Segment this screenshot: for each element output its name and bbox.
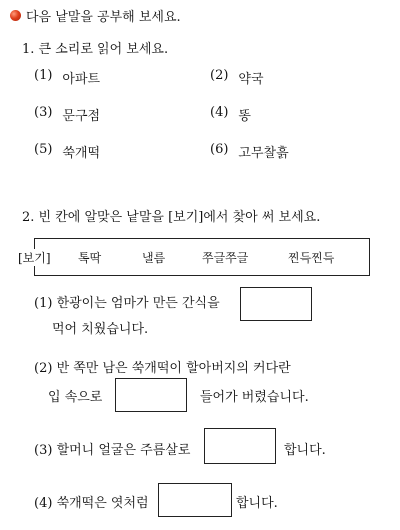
bogi-word: 쭈글쭈글: [202, 251, 249, 265]
q1-item-num: (4): [210, 105, 229, 120]
sentence-text: 할머니 얼굴은 주름살로: [56, 443, 191, 458]
bogi-word: 찐득찐득: [288, 251, 335, 265]
q1-item-num: (6): [210, 142, 229, 157]
q1-item-word: 똥: [238, 109, 251, 124]
sentence-1-line2: 먹어 치웠습니다.: [52, 322, 149, 337]
question-2-title: 2. 빈 칸에 알맞은 낱말을 [보기]에서 찾아 써 보세요.: [22, 210, 321, 225]
sentence-3: [34, 439, 190, 458]
q1-item-word: 아파트: [62, 72, 101, 87]
bogi-word: 낼름: [142, 251, 166, 265]
q1-item-word: 쑥개떡: [62, 146, 101, 161]
q1-item-word: 고무찰흙: [238, 146, 289, 161]
q1-item-6: [210, 142, 289, 161]
sentence-num: (2): [34, 361, 53, 376]
sentence-text: 한광이는 엄마가 만든 간식을: [56, 296, 220, 311]
answer-blank-2[interactable]: [115, 378, 187, 412]
q1-item-3: [34, 105, 100, 124]
sentence-1-line1: [34, 292, 220, 311]
answer-blank-1[interactable]: [240, 287, 312, 321]
sentence-text: 쑥개떡은 엿처럼: [56, 496, 149, 511]
sentence-3-end: 합니다.: [284, 443, 326, 458]
sentence-4: [34, 492, 149, 511]
sentence-2-line2-end: 들어가 버렸습니다.: [200, 390, 309, 405]
q1-item-1: [34, 68, 100, 87]
instruction-text: 다음 낱말을 공부해 보세요.: [26, 10, 181, 25]
q1-item-num: (1): [34, 68, 53, 83]
q1-item-num: (2): [210, 68, 229, 83]
bogi-word: 톡딱: [78, 251, 102, 265]
bogi-label: [보기]: [18, 251, 51, 265]
q1-item-num: (5): [34, 142, 53, 157]
q1-item-num: (3): [34, 105, 53, 120]
sentence-2-line1: [34, 357, 291, 376]
q1-item-word: 약국: [238, 72, 264, 87]
sentence-num: (4): [34, 496, 53, 511]
q1-item-4: [210, 105, 251, 124]
sentence-num: (3): [34, 443, 53, 458]
q1-item-5: [34, 142, 100, 161]
question-1-title: 1. 큰 소리로 읽어 보세요.: [22, 42, 169, 57]
sentence-text: 반 쪽만 남은 쑥개떡이 할아버지의 커다란: [56, 361, 291, 376]
q1-item-2: [210, 68, 264, 87]
answer-blank-4[interactable]: [158, 483, 232, 517]
q1-item-word: 문구점: [62, 109, 101, 124]
sentence-num: (1): [34, 296, 53, 311]
sentence-4-end: 합니다.: [236, 496, 278, 511]
bullet-icon: [10, 10, 21, 21]
sentence-2-line2-start: 입 속으로: [48, 390, 103, 405]
instruction: [10, 6, 181, 25]
answer-blank-3[interactable]: [204, 428, 276, 464]
